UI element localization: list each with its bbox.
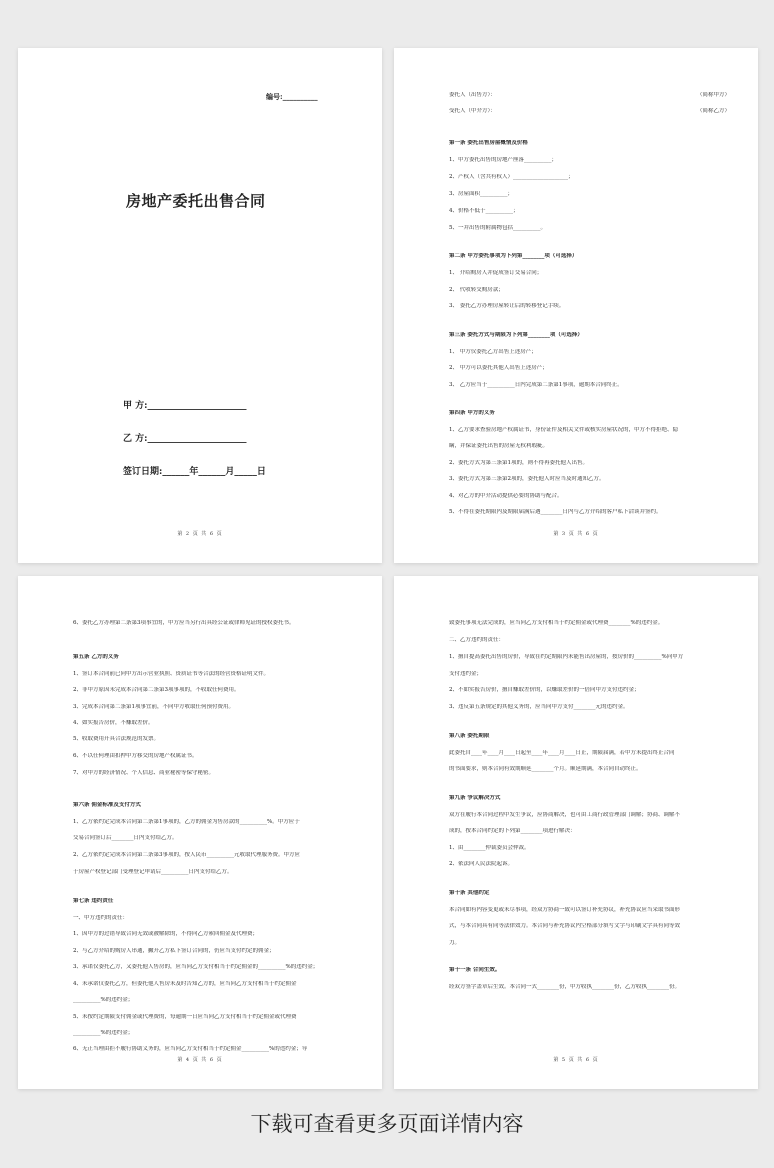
- clause-line: 一、甲方违约的责任：: [73, 915, 129, 921]
- clause-line: 3、委托方式为第三条第2项的，委托他人时应当及时通知乙方。: [449, 476, 605, 482]
- agent-label: 受托人（中介方）：: [449, 108, 496, 114]
- clause-line: 4、如实报告房价，不赚取差价。: [73, 720, 154, 726]
- clause-line: 二、乙方违约的责任：: [449, 637, 505, 643]
- clause-line: 成的，按本合同约定的下列第________项进行解决：: [449, 828, 576, 834]
- contract-page-3: [394, 48, 758, 563]
- clause-line: 此委托自____年____月____日起至____年____月____日止，期限届满，若甲方未提出终止合同: [449, 750, 675, 756]
- clause-line: 1、 介绍购房人并促成签订交易合同；: [449, 270, 543, 276]
- clause-line: 式，与本合同具有同等法律效力。本合同与补充协议内空格部分填写文字与印刷文字具有同等效: [449, 923, 681, 929]
- clause-line: 6、不以任何理由扣押甲方移交的房地产权属证书。: [73, 753, 198, 759]
- clause-line: 5、不得在委托期限内及期限届满后遇________日内与乙方介绍的客户私下洽谈并签约。: [449, 509, 662, 515]
- clause-line: 1、乙方依约定完成本合同第二条第1事项的，乙方的佣金为售房款的__________%。甲方应于: [73, 819, 300, 825]
- clause-heading: 第三条 委托方式与期限为下列第________项（可选择）: [449, 332, 583, 338]
- contract-number: 编号:__________: [266, 92, 318, 101]
- clause-line: 于房屋产权登记部门受理登记申请后__________日内支付给乙方。: [73, 869, 233, 875]
- clause-line: __________%的违约金；: [73, 1030, 134, 1036]
- clause-heading: 第二条 甲方委托事项为下列第________项（可选择）: [449, 253, 578, 259]
- clause-heading: 第五条 乙方的义务: [73, 654, 119, 660]
- clause-line: 5、未按约定期限支付佣金或代理费的，每逾期一日应当向乙方支付相当于约定佣金或代理费: [73, 1014, 297, 1020]
- page-number: 第 4 页 共 6 页: [177, 1057, 223, 1063]
- clause-line: 2、非甲方原因未完成本合同第二条第3项事项的，不收取任何费用。: [73, 687, 240, 693]
- clause-line: 2、不如实报告房价，擅自赚取差价的，以赚取差价的一倍向甲方支付违约金；: [449, 687, 640, 693]
- clause-line: 的书面要求，则本合同有效期顺延________个月。顺延期满，本合同自动终止。: [449, 766, 642, 772]
- download-more-banner: 下载可查看更多页面详情内容: [250, 1112, 524, 1136]
- clause-line: 4、价格不低于__________；: [449, 208, 519, 214]
- clause-line: 瞒，并保证委托出售的房屋无权利瑕疵。: [449, 443, 549, 449]
- clause-line: 1、甲方委托出售的房地产座落__________；: [449, 157, 558, 163]
- page-number: 第 5 页 共 6 页: [553, 1057, 599, 1063]
- client-label: 委托人（出售方）：: [449, 92, 496, 98]
- clause-line: 1、由________仲裁委员会仲裁。: [449, 845, 530, 851]
- clause-line: 支付违约金；: [449, 671, 483, 677]
- clause-line: 2、乙方依约定完成本合同第二条第3事项的，按人民币__________元收取代理服务费。甲方应: [73, 852, 301, 858]
- clause-line: 双方在履行本合同过程中发生争议，应协商解决，也可由工商行政管理部门调解；协商、调解不: [449, 812, 681, 818]
- clause-line: 2、委托方式为第三条第1项的，则不得再委托他人出售。: [449, 460, 589, 466]
- clause-line: 经双方签字盖章后生效。本合同一式________份，甲方收执________份，乙方收执________份。: [449, 984, 681, 990]
- clause-line: 7、对甲方的经济情况、个人信息、商业秘密等保守秘密。: [73, 770, 215, 776]
- clause-line: 5、收取费用开具合法规范的发票。: [73, 736, 160, 742]
- clause-heading: 第九条 争议解决方式: [449, 795, 501, 801]
- party-b-line: 乙 方:______________________: [123, 434, 247, 444]
- clause-heading: 第一条 委托出售房屋概情及价格: [449, 140, 528, 146]
- contract-page-4: [18, 576, 382, 1089]
- clause-line: 1、乙方要求查验房地产权属证书，身份证件及相关文件或核实房屋状况的，甲方不得拒绝、隐: [449, 427, 679, 433]
- clause-line: 交易合同签订后________日内支付给乙方。: [73, 835, 178, 841]
- clause-line: 6、无正当理由拒不履行协助义务的，应当向乙方支付相当于约定佣金__________%的违约金；导: [73, 1046, 308, 1052]
- clause-line: 2、产权人（含共有权人）____________________；: [449, 174, 574, 180]
- clause-line: 5、一并出售的附属物包括__________。: [449, 225, 547, 231]
- clause-line: 4、未承诺仅委托乙方，但委托他人售房未及时告知乙方的，应当向乙方支付相当于约定佣金: [73, 981, 297, 987]
- clause-heading: 第四条 甲方的义务: [449, 410, 495, 416]
- cover-page: [18, 48, 382, 563]
- clause-line: 1、因甲方的过错导致合同无效或被解除的，不得向乙方索回佣金及代理费；: [73, 931, 259, 937]
- contract-page-5: [394, 576, 758, 1089]
- clause-heading: 第七条 违约责任: [73, 898, 114, 904]
- clause-heading: 第十条 其他约定: [449, 890, 490, 896]
- clause-line: 4、对乙方的中介活动提供必要的协助与配合。: [449, 493, 563, 499]
- clause-line: 力。: [449, 940, 461, 946]
- clause-line: __________%的违约金；: [73, 997, 134, 1003]
- party-a-line: 甲 方:______________________: [123, 401, 247, 411]
- clause-heading: 第十一条 合同生效。: [449, 967, 501, 973]
- clause-line: 致委托事项无法完成的，应当向乙方支付相当于约定佣金或代理费________%的违约金。: [449, 620, 664, 626]
- page-number: 第 2 页 共 6 页: [177, 531, 223, 537]
- clause-line: 3、房屋面积__________；: [449, 191, 513, 197]
- clause-heading: 第八条 委托期限: [449, 733, 490, 739]
- clause-line: 2、 甲方可以委托其他人出售上述房产；: [449, 365, 548, 371]
- client-abbr: （简称甲方）: [696, 92, 730, 98]
- sign-date-line: 签订日期:______年______月_____日: [123, 467, 266, 477]
- clause-line: 2、 代收转交购房款；: [449, 287, 504, 293]
- contract-title: 房地产委托出售合同: [126, 192, 266, 210]
- clause-heading: 第六条 佣金标准及支付方式: [73, 802, 141, 808]
- clause-line: 3、完成本合同第二条第1项事宜前，不向甲方收取任何预付费用。: [73, 704, 235, 710]
- clause-line: 本合同如有内容变更或未尽事项，经双方协商一致可以签订补充协议，补充协议应当采取书面形: [449, 907, 681, 913]
- clause-line: 1、 甲方仅委托乙方出售上述房产；: [449, 349, 537, 355]
- clause-line: 3、承诺仅委托乙方，又委托他人售房的，应当向乙方支付相当于约定佣金的__________%的违约金；: [73, 964, 319, 970]
- clause-line: 3、 委托乙方办理房屋转让后的转移登记手续。: [449, 303, 565, 309]
- clause-line: 1、擅自提高委托出售的房价，导致在约定期限内未能售出房屋的，按房价的__________%向甲方: [449, 654, 684, 660]
- clause-line: 2、与乙方介绍的购房人串通，撇开乙方私下签订合同的，仍应当支付约定的佣金；: [73, 948, 275, 954]
- clause-line: 6、委托乙方办理第二条第3项事宜的，甲方应当另行出具经公证或律师见证的授权委托书。: [73, 620, 295, 626]
- clause-line: 3、违反第五条规定的其他义务的，应当向甲方支付________元的违约金。: [449, 704, 629, 710]
- page-number: 第 3 页 共 6 页: [553, 531, 599, 537]
- clause-line: 1、签订本合同前已向甲方出示营业执照、资质证书等合法的经营资格证明文件。: [73, 671, 270, 677]
- clause-line: 2、依法向人民法院起诉。: [449, 861, 514, 867]
- clause-line: 3、 乙方应当于__________日内完成第二条第1事项，逾期本合同终止。: [449, 382, 623, 388]
- agent-abbr: （简称乙方）: [696, 108, 730, 114]
